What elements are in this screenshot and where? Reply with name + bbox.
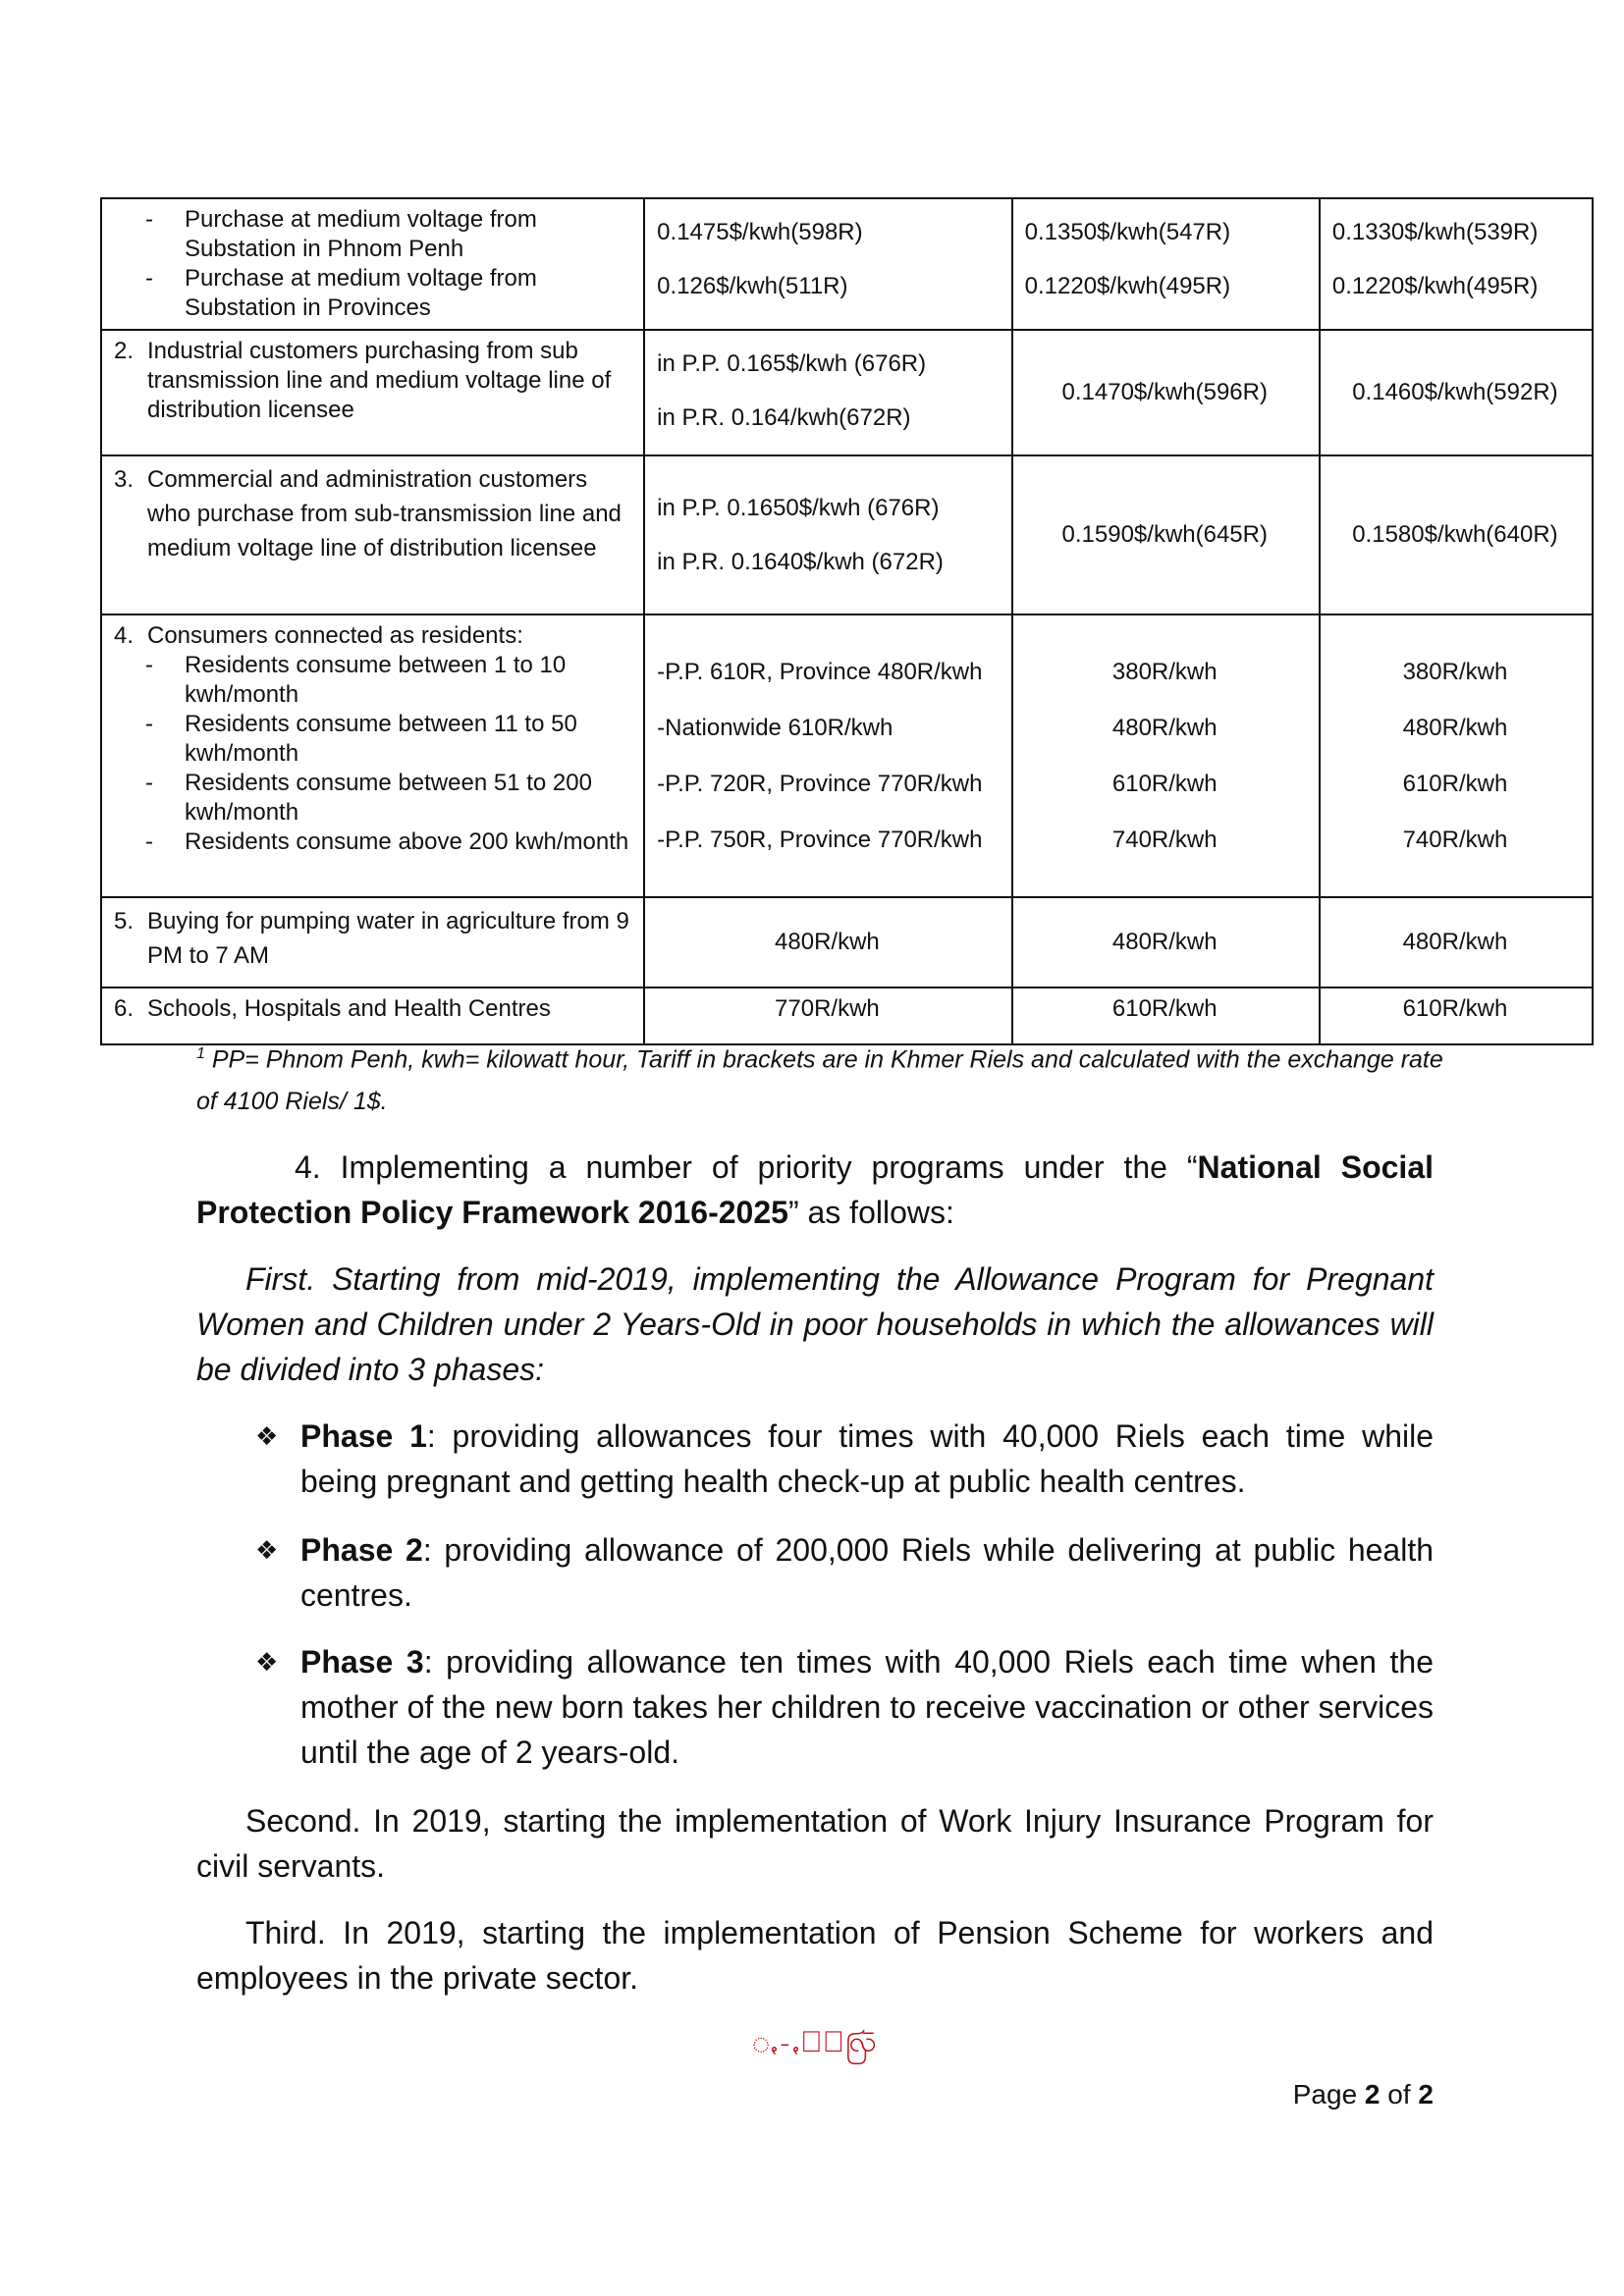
table-row bbox=[101, 330, 1593, 455]
page-number: Page 2 of 2 bbox=[1292, 2079, 1434, 2109]
tariff-cell: 380R/kwh 480R/kwh 610R/kwh 740R/kwh bbox=[1012, 614, 1320, 897]
phase-3-item: ❖ Phase 3: providing allowance ten times with 40,000 Riels each time when the mother of the new born takes her children to receive vaccination or other services until the age of 2 years-old. bbox=[300, 1639, 1434, 1775]
tariff-cell: 480R/kwh bbox=[644, 897, 1011, 988]
third-program-paragraph: Third. In 2019, starting the implementation of Pension Scheme for workers and employees in the private sector. bbox=[196, 1915, 1434, 1996]
row-description: 3. Commercial and administration customers who purchase from sub-transmission line and medium voltage line of distribution licensee bbox=[101, 455, 644, 614]
phase-label: Phase 3 bbox=[300, 1644, 424, 1680]
tariff-cell: 770R/kwh bbox=[644, 988, 1011, 1044]
sub-item: Residents consume between 11 to 50 kwh/month bbox=[185, 711, 577, 767]
tariff-cell: 0.1350$/kwh(547R) 0.1220$/kwh(495R) bbox=[1012, 198, 1320, 330]
row-description: 5. Buying for pumping water in agriculture from 9 PM to 7 AM bbox=[101, 897, 644, 988]
policy-framework-title: National Social Protection Policy Framework 2016-2025 bbox=[196, 1149, 1435, 1230]
phase-2-item: ❖ Phase 2: providing allowance of 200,000 Riels while delivering at public health centres. bbox=[300, 1527, 1434, 1618]
khmer-ornament-divider: ꩻꩽꩻ✿ꩼꩺꩼ bbox=[751, 2026, 879, 2058]
phase-label: Phase 2 bbox=[300, 1532, 423, 1568]
sub-item: Residents consume between 51 to 200 kwh/month bbox=[185, 770, 592, 826]
diamond-bullet-icon: ❖ bbox=[255, 1421, 279, 1451]
phase-label: Phase 1 bbox=[300, 1418, 427, 1454]
section-4-heading: 4. Implementing a number of priority programs under the “National Social Protection Policy Framework 2016-2025” as follows: bbox=[196, 1149, 1435, 1230]
tariff-cell: 380R/kwh 480R/kwh 610R/kwh 740R/kwh bbox=[1320, 614, 1593, 897]
current-page: 2 bbox=[1364, 2079, 1380, 2109]
table-row bbox=[101, 198, 1593, 330]
tariff-cell: -P.P. 610R, Province 480R/kwh -Nationwide 610R/kwh -P.P. 720R, Province 770R/kwh -P.P. 750R, Province 770R/kwh bbox=[644, 614, 1011, 897]
table-row bbox=[101, 897, 1593, 988]
table-row bbox=[101, 614, 1593, 897]
row-description: 2. Industrial customers purchasing from sub transmission line and medium voltage line of distribution licensee bbox=[101, 330, 644, 455]
sub-item: Residents consume above 200 kwh/month bbox=[185, 828, 629, 855]
phase-1-item: ❖ Phase 1: providing allowances four times with 40,000 Riels each time while being pregnant and getting health check-up at public health centres. bbox=[300, 1414, 1434, 1504]
row-description: - Purchase at medium voltage from Substation in Phnom Penh - Purchase at medium voltage from Substation in Provinces bbox=[101, 198, 644, 330]
tariff-cell: 610R/kwh bbox=[1320, 988, 1593, 1044]
table-row bbox=[101, 455, 1593, 614]
tariff-cell: 0.1330$/kwh(539R) 0.1220$/kwh(495R) bbox=[1320, 198, 1593, 330]
tariff-table bbox=[100, 197, 1594, 1045]
tariff-cell: 0.1460$/kwh(592R) bbox=[1320, 330, 1593, 455]
second-program-paragraph: Second. In 2019, starting the implementation of Work Injury Insurance Program for civil servants. bbox=[196, 1803, 1434, 1884]
first-program-paragraph: First. Starting from mid-2019, implementing the Allowance Program for Pregnant Women and Children under 2 Years-Old in poor households in which the allowances will be divided into 3 phases: bbox=[196, 1261, 1434, 1387]
tariff-cell: 0.1470$/kwh(596R) bbox=[1012, 330, 1320, 455]
row-description: 6. Schools, Hospitals and Health Centres bbox=[101, 988, 644, 1044]
tariff-cell: 480R/kwh bbox=[1012, 897, 1320, 988]
diamond-bullet-icon: ❖ bbox=[255, 1647, 279, 1677]
tariff-cell: 480R/kwh bbox=[1320, 897, 1593, 988]
tariff-cell: 0.1475$/kwh(598R) 0.126$/kwh(511R) bbox=[644, 198, 1011, 330]
footnote-text: PP= Phnom Penh, kwh= kilowatt hour, Tariff in brackets are in Khmer Riels and calculated with the exchange rate of 4100 Riels/ 1$. bbox=[196, 1045, 1443, 1116]
tariff-cell: 0.1590$/kwh(645R) bbox=[1012, 455, 1320, 614]
row-description: 4. Consumers connected as residents: - Residents consume between 1 to 10 kwh/month - Residents consume between 11 to 50 kwh/month - Residents consume between 51 to 200 kwh/month - Residents consume above 200 kwh/month bbox=[101, 614, 644, 897]
sub-item: Residents consume between 1 to 10 kwh/month bbox=[185, 652, 567, 708]
tariff-cell: in P.P. 0.165$/kwh (676R) in P.R. 0.164/kwh(672R) bbox=[644, 330, 1011, 455]
sub-item: Purchase at medium voltage from Substation in Provinces bbox=[185, 265, 537, 321]
tariff-cell: 610R/kwh bbox=[1012, 988, 1320, 1044]
footnote-marker: 1 bbox=[196, 1045, 205, 1062]
diamond-bullet-icon: ❖ bbox=[255, 1535, 279, 1565]
table-footnote bbox=[196, 1033, 1443, 1123]
tariff-cell: in P.P. 0.1650$/kwh (676R) in P.R. 0.1640$/kwh (672R) bbox=[644, 455, 1011, 614]
total-pages: 2 bbox=[1418, 2079, 1434, 2109]
tariff-cell: 0.1580$/kwh(640R) bbox=[1320, 455, 1593, 614]
sub-item: Purchase at medium voltage from Substation in Phnom Penh bbox=[185, 206, 537, 262]
